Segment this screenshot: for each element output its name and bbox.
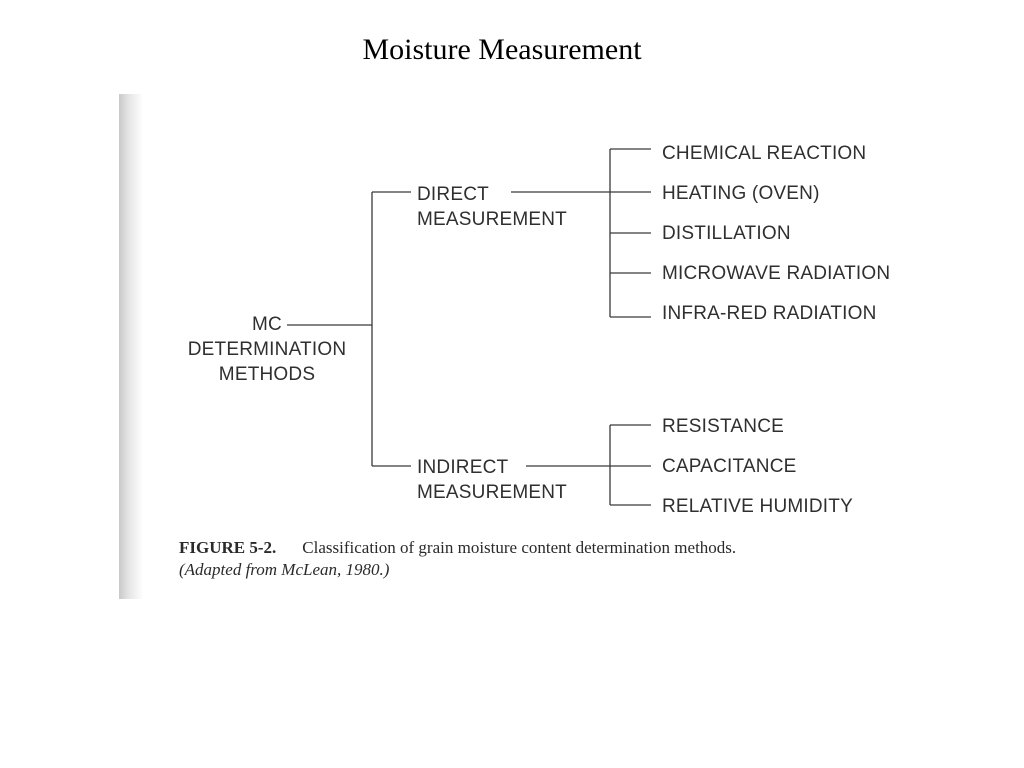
branch-direct-line-2: MEASUREMENT [417,209,567,230]
scanned-figure [119,94,954,599]
root-node [177,312,357,387]
leaf-relative-humidity: RELATIVE HUMIDITY [662,496,853,517]
figure-caption [179,537,736,581]
branch-indirect-line-1: INDIRECT [417,457,509,478]
leaf-capacitance: CAPACITANCE [662,456,797,477]
leaf-heating-oven: HEATING (OVEN) [662,183,820,204]
slide-title: Moisture Measurement [362,33,642,66]
leaf-infra-red-radiation: INFRA-RED RADIATION [662,303,877,324]
root-line-3: METHODS [218,364,316,385]
figure-caption-text: Classification of grain moisture content determination methods. [302,538,737,557]
figure-label: FIGURE 5-2. [179,538,277,557]
branch-indirect-line-2: MEASUREMENT [417,482,567,503]
leaf-distillation: DISTILLATION [662,223,791,244]
branch-direct-measurement [417,182,567,232]
branch-indirect-measurement [417,455,567,505]
figure-credit: (Adapted from McLean, 1980.) [179,560,390,579]
leaf-chemical-reaction: CHEMICAL REACTION [662,143,867,164]
leaf-resistance: RESISTANCE [662,416,785,437]
leaf-microwave-radiation: MICROWAVE RADIATION [662,263,891,284]
root-line-2: DETERMINATION [187,339,347,360]
branch-direct-line-1: DIRECT [417,184,489,205]
root-line-1: MC [252,314,282,335]
